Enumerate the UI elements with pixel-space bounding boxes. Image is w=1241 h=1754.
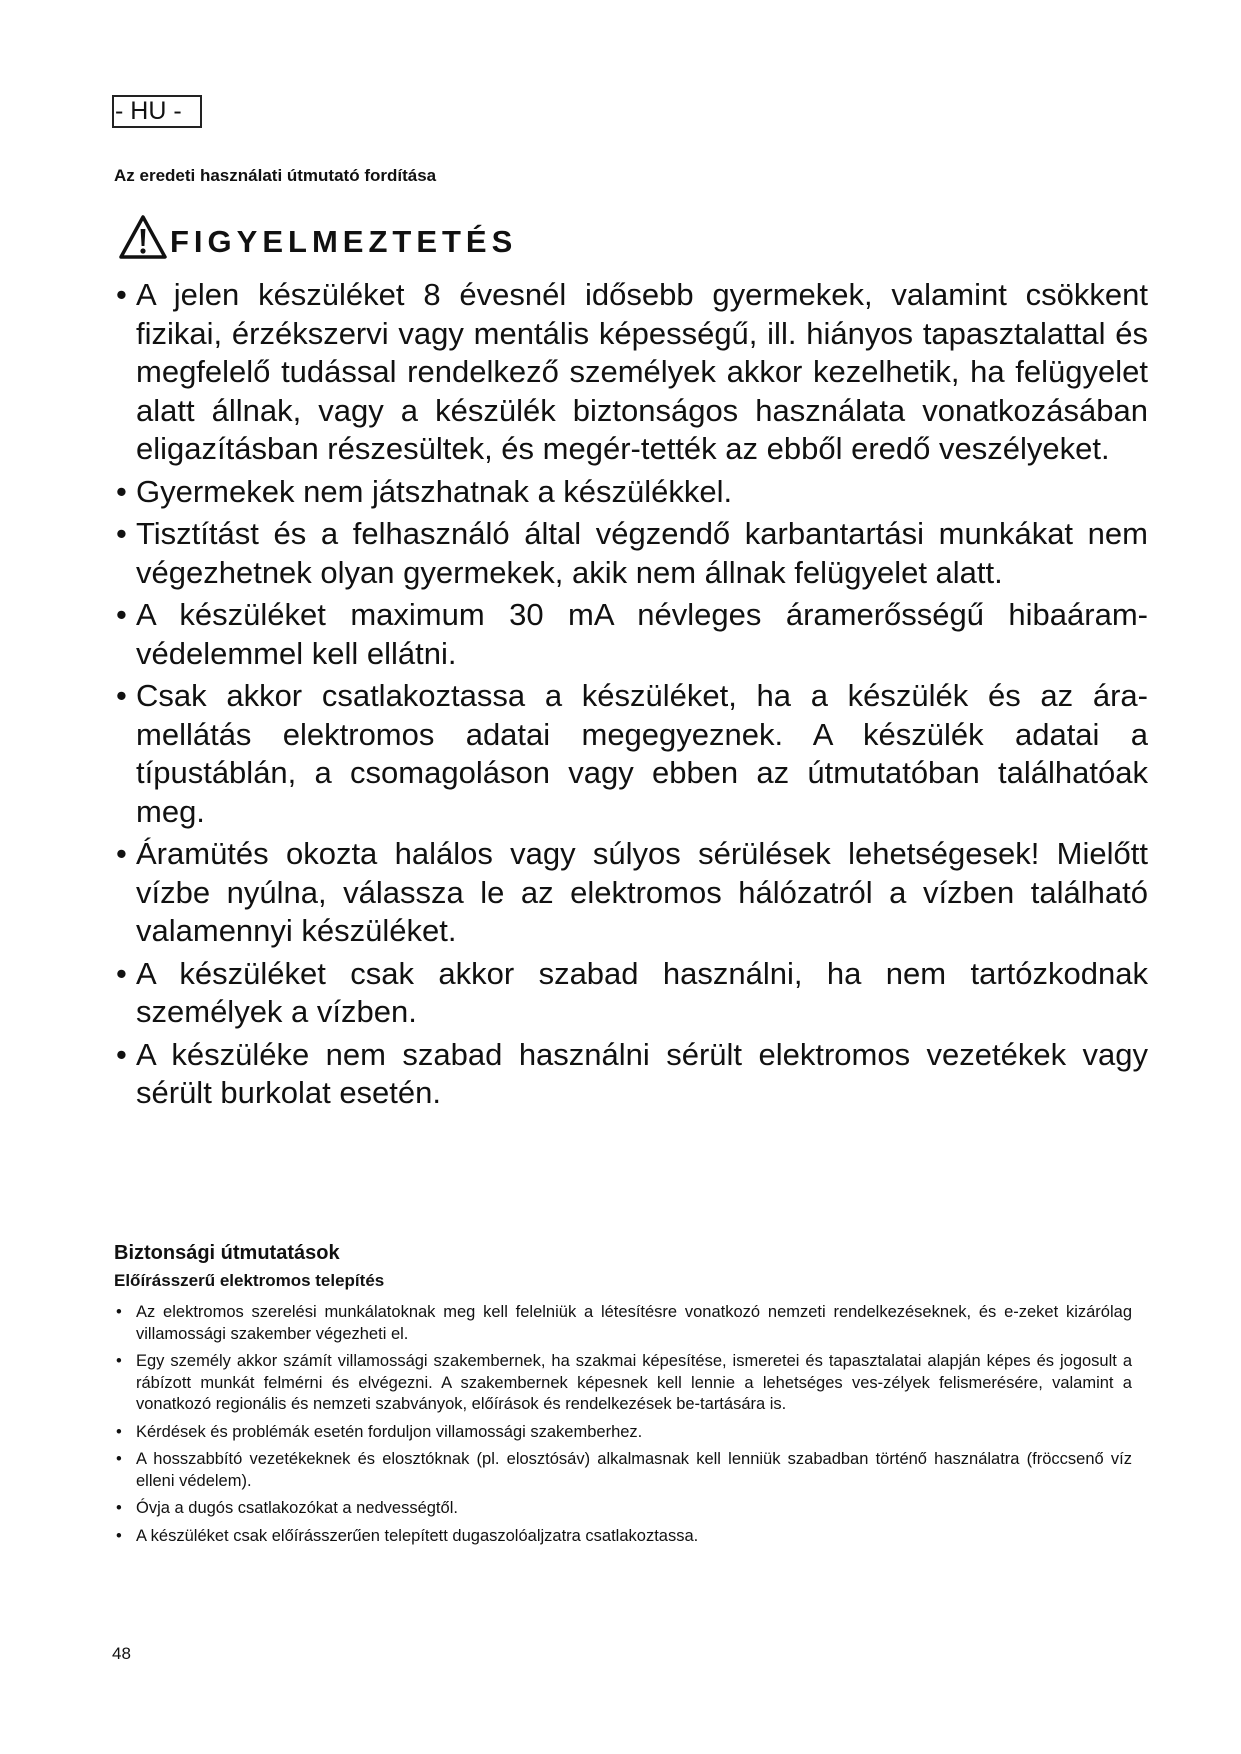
warning-item: • A készüléket maximum 30 mA névleges áramerősségű hibaáram-védelemmel kell ellátni. xyxy=(114,596,1148,673)
warning-item: • A készüléket csak akkor szabad használni, ha nem tartózkodnak személyek a vízben. xyxy=(114,955,1148,1032)
page-number: 48 xyxy=(112,1644,131,1663)
safety-item: • Az elektromos szerelési munkálatoknak meg kell felelniük a létesítésre vonatkozó nemzeti rendelkezéseknek, és e-zeket kizárólag villamossági szakember végezheti el. xyxy=(114,1302,1132,1345)
safety-item: • Kérdések és problémák esetén forduljon villamossági szakemberhez. xyxy=(114,1422,1132,1444)
safety-item: • A hosszabbító vezetékeknek és elosztóknak (pl. elosztósáv) alkalmasnak kell lenniük szabadban történő használatra (fröccsenő víz elleni védelem). xyxy=(114,1449,1132,1492)
safety-section-title: Biztonsági útmutatások xyxy=(114,1242,340,1264)
warning-item: • A készüléke nem szabad használni sérült elektromos vezetékek vagy sérült burkolat esetén. xyxy=(114,1036,1148,1113)
safety-item: • Óvja a dugós csatlakozókat a nedvességtől. xyxy=(114,1498,1132,1520)
safety-item: • A készüléket csak előírásszerűen telepített dugaszolóaljzatra csatlakoztassa. xyxy=(114,1526,1132,1548)
language-code-box: - HU - xyxy=(112,95,202,128)
warning-item: • A jelen készüléket 8 évesnél idősebb gyermekek, valamint csökkent fizikai, érzékszervi vagy mentális képességű, ill. hiányos tapasztalattal és megfelelő tudással rendelkező személyek akkor kezelhetik, ha felügyelet alatt állnak, vagy a készülék biztonságos használata vonatkozásában eligazításban részesültek, és megér-tették az ebből eredő veszélyeket. xyxy=(114,276,1148,469)
warning-heading xyxy=(118,214,517,260)
warning-item: • Csak akkor csatlakoztassa a készüléket, ha a készülék és az ára-mellátás elektromos adatai megegyeznek. A készülék adatai a típustáblán, a csomagoláson vagy ebben az útmutatóban találhatóak meg. xyxy=(114,677,1148,831)
safety-section-subtitle: Előírásszerű elektromos telepítés xyxy=(114,1271,385,1290)
warning-item: • Tisztítást és a felhasználó által végzendő karbantartási munkákat nem végezhetnek olyan gyermekek, akik nem állnak felügyelet alatt. xyxy=(114,515,1148,592)
safety-list xyxy=(114,1302,1132,1553)
warning-triangle-icon xyxy=(118,214,168,260)
warning-title: FIGYELMEZTETÉS xyxy=(170,224,518,259)
warning-item: • Áramütés okozta halálos vagy súlyos sérülések lehetségesek! Mielőtt vízbe nyúlna, válassza le az elektromos hálózatról a vízben található valamennyi készüléket. xyxy=(114,835,1148,951)
warning-list xyxy=(114,276,1148,1117)
warning-item: • Gyermekek nem játszhatnak a készülékkel. xyxy=(114,473,1148,512)
safety-item: • Egy személy akkor számít villamossági szakembernek, ha szakmai képesítése, ismeretei és tapasztalatai alapján képes és jogosult a rábízott munkát felmérni és elvégezni. A szakembernek képesnek kell lennie a lehetséges ves-zélyek felismerésére, valamint a vonatkozó regionális és nemzeti szabványok, előírások és rendelkezések be-tartására is. xyxy=(114,1351,1132,1416)
translation-subtitle: Az eredeti használati útmutató fordítása xyxy=(114,166,437,185)
